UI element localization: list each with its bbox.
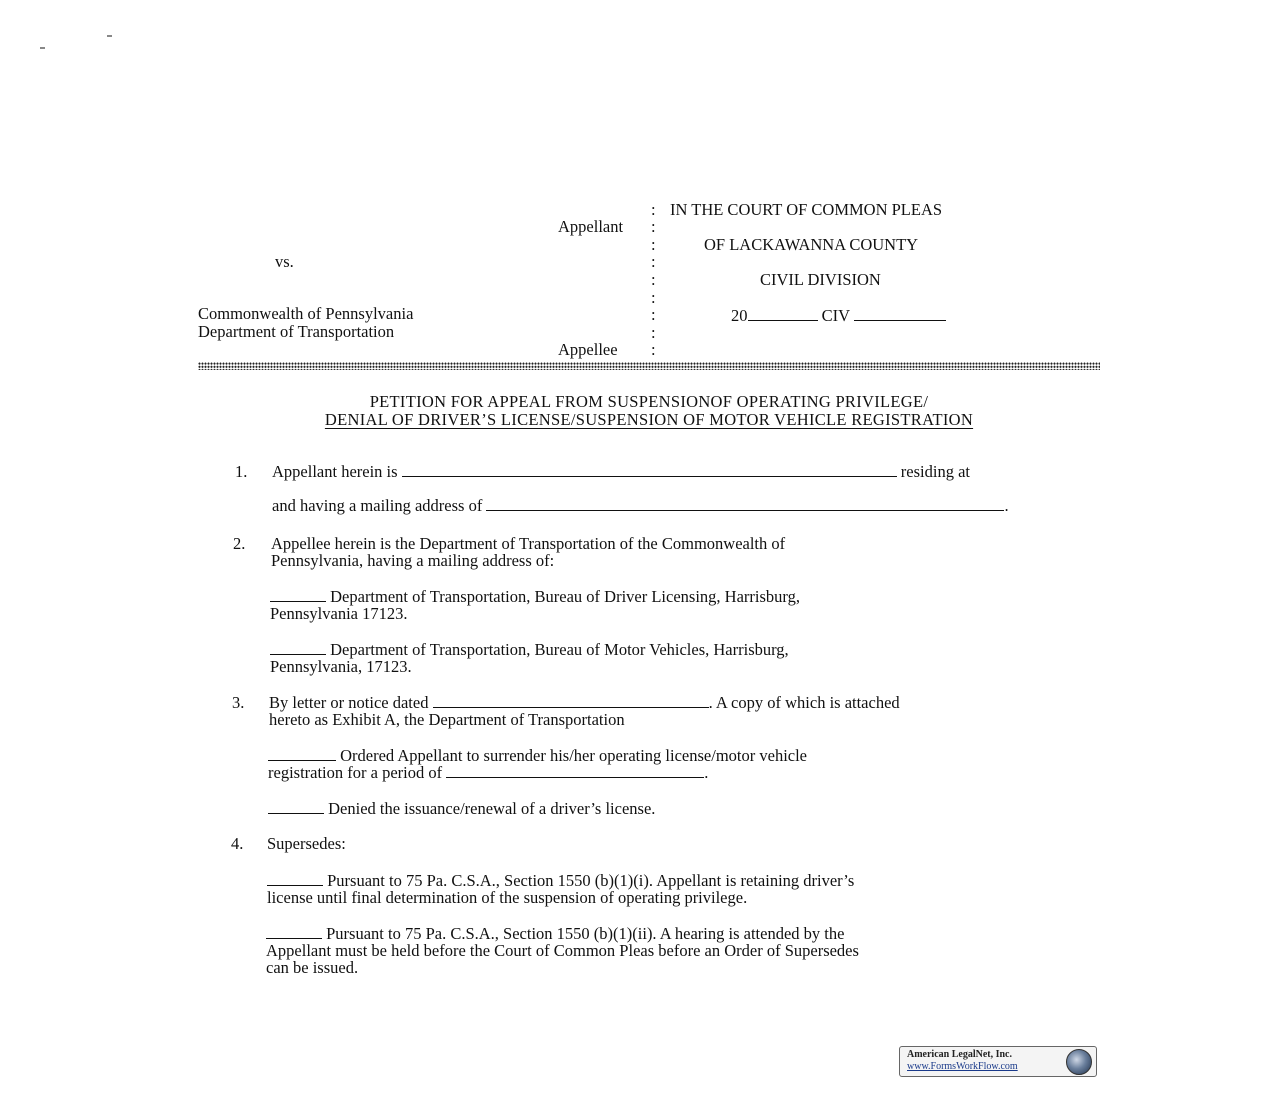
court-line-3: CIVIL DIVISION [760,270,881,289]
caption-colon: : [651,235,656,254]
mailing-address-blank[interactable] [486,509,1004,511]
p3-option-1-period: . [704,763,709,782]
vs-label: vs. [275,252,294,271]
p2-option-2-line-1 [270,641,789,658]
notice-date-blank[interactable] [433,706,709,708]
p3-option-1-line-2 [268,764,708,781]
p1-text-b: residing at [900,462,970,481]
p2-option-2-text: Department of Transportation, Bureau of Motor Vehicles, Harrisburg, [330,640,789,659]
docket-year-blank[interactable] [748,319,818,321]
p4-option-1-check-blank[interactable] [267,884,323,886]
paragraph-3-line-1 [269,694,900,711]
p1-period: . [1004,496,1009,515]
caption-colon: : [651,340,656,359]
paragraph-3-number: 3. [232,693,245,712]
p3-option-1-line-1 [268,747,807,764]
caption-colon: : [651,323,656,342]
p3-option-1-check-blank[interactable] [268,759,336,761]
p2-option-2-line-2: Pennsylvania, 17123. [270,657,412,676]
p2-option-1-line-2: Pennsylvania 17123. [270,604,408,623]
logo-company-name: American LegalNet, Inc. [907,1049,1012,1060]
paragraph-2-line-2: Pennsylvania, having a mailing address of: [271,551,555,570]
suspension-period-blank[interactable] [446,776,704,778]
p4-option-2-line-1 [266,925,844,942]
docket-number-blank[interactable] [854,319,946,321]
logo-url-link[interactable]: www.FormsWorkFlow.com [907,1061,1018,1072]
caption-colon: : [651,270,656,289]
p2-option-1-text: Department of Transportation, Bureau of Driver Licensing, Harrisburg, [330,587,800,606]
p2-option-2-check-blank[interactable] [270,653,326,655]
p4-option-1-line-1 [267,872,854,889]
docket-number [731,306,946,326]
p4-option-2-check-blank[interactable] [266,937,322,939]
docket-civ: CIV [821,306,850,325]
appellant-label: Appellant [558,217,624,236]
caption-colon: : [651,200,656,219]
paragraph-2-line-1: Appellee herein is the Department of Transportation of the Commonwealth of [271,534,786,553]
p4-option-2-text: Pursuant to 75 Pa. C.S.A., Section 1550 (b)(1)(ii). A hearing is attended by the [326,924,845,943]
court-line-1: IN THE COURT OF COMMON PLEAS [670,200,943,219]
american-legalnet-logo[interactable] [899,1046,1097,1077]
p4-option-2-line-3: can be issued. [266,958,359,977]
paragraph-1-line-2 [272,497,1009,514]
p3-text-b: . A copy of which is attached [708,693,900,712]
p3-text-a: By letter or notice dated [269,693,429,712]
caption-colon: : [651,288,656,307]
caption-colon: : [651,305,656,324]
p3-option-2-text: Denied the issuance/renewal of a driver’s license. [328,799,656,818]
scan-speck [107,35,112,37]
petition-title-line-1: PETITION FOR APPEAL FROM SUSPENSIONOF OPERATING PRIVILEGE/ [369,392,929,411]
scan-speck [40,47,45,49]
court-line-2: OF LACKAWANNA COUNTY [704,235,919,254]
p4-option-1-text: Pursuant to 75 Pa. C.S.A., Section 1550 (b)(1)(i). Appellant is retaining driver’s [327,871,855,890]
appellee-label: Appellee [558,340,618,359]
paragraph-2-number: 2. [233,534,246,553]
petition-title-line-2: DENIAL OF DRIVER’S LICENSE/SUSPENSION OF MOTOR VEHICLE REGISTRATION [324,410,974,429]
appellant-name-blank[interactable] [402,475,897,477]
p3-option-2 [268,800,655,817]
p3-option-1-text: Ordered Appellant to surrender his/her operating license/motor vehicle [340,746,808,765]
p3-option-1-text-2: registration for a period of [268,763,443,782]
paragraph-1-number: 1. [235,462,248,481]
p3-option-2-check-blank[interactable] [268,812,324,814]
caption-separator [198,362,1100,370]
respondent-line-1: Commonwealth of Pennsylvania [198,304,414,323]
paragraph-1-line-1 [272,463,970,480]
paragraph-3-line-2: hereto as Exhibit A, the Department of Transportation [269,710,625,729]
globe-icon [1066,1049,1092,1075]
caption-colon: : [651,252,656,271]
p4-option-1-line-2: license until final determination of the suspension of operating privilege. [267,888,748,907]
paragraph-4-label: Supersedes: [267,834,346,853]
p4-option-2-line-2: Appellant must be held before the Court of Common Pleas before an Order of Supersedes [266,941,859,960]
docket-prefix: 20 [731,306,748,325]
respondent-line-2: Department of Transportation [198,322,395,341]
p1-text-c: and having a mailing address of [272,496,483,515]
p2-option-1-line-1 [270,588,800,605]
p2-option-1-check-blank[interactable] [270,600,326,602]
caption-colon: : [651,217,656,236]
p1-text-a: Appellant herein is [272,462,398,481]
paragraph-4-number: 4. [231,834,244,853]
